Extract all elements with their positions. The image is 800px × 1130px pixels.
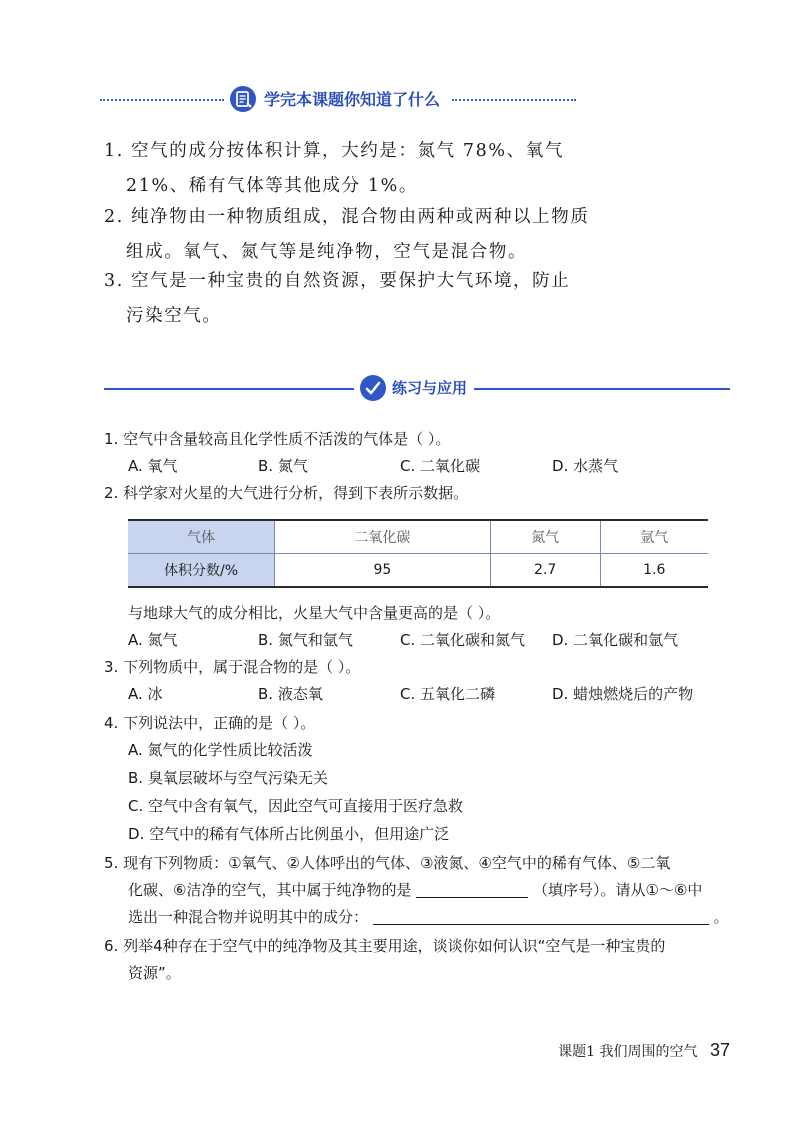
pencil-check-icon <box>360 375 386 401</box>
q3-option-b: B. 液态氧 <box>258 685 323 703</box>
q4-option-c: C. 空气中含有氧气，因此空气可直接用于医疗急救 <box>128 797 464 815</box>
summary-title: 学完本课题你知道了什么 <box>264 90 441 109</box>
question-5-line-1: 5. 现有下列物质：①氧气、②人体呼出的气体、③液氮、④空气中的稀有气体、⑤二氧 <box>104 854 671 872</box>
q3-option-a: A. 冰 <box>128 685 163 703</box>
q5-text: （填序号）。请从①～⑥中 <box>533 881 703 899</box>
summary-item-line: 污染空气。 <box>126 306 222 326</box>
q1-option-c: C. 二氧化碳 <box>400 457 481 475</box>
divider-line-left <box>104 388 354 390</box>
mars-atmosphere-table <box>128 519 708 588</box>
question-4: 4. 下列说法中，正确的是（ ）。 <box>104 714 316 732</box>
answer-blank-pure-substances[interactable] <box>416 881 528 898</box>
q2-option-a: A. 氮气 <box>128 631 178 649</box>
summary-item-line: 组成。氧气、氮气等是纯净物，空气是混合物。 <box>126 242 528 262</box>
table-cell: 95 <box>275 554 491 588</box>
question-6-line-1: 6. 列举4种存在于空气中的纯净物及其主要用途，谈谈你如何认识“空气是一种宝贵的 <box>104 937 666 955</box>
dotted-divider-right <box>452 99 576 101</box>
question-5-line-3 <box>128 904 729 930</box>
q5-text: 化碳、⑥洁净的空气，其中属于纯净物的是 <box>128 881 412 899</box>
q4-option-d: D. 空气中的稀有气体所占比例虽小，但用途广泛 <box>128 825 450 843</box>
summary-item-line: 1. 空气的成分按体积计算，大约是：氮气 78%、氧气 <box>104 141 564 161</box>
table-cell: 2.7 <box>490 554 600 588</box>
q2-option-d: D. 二氧化碳和氩气 <box>552 631 679 649</box>
table-header-cell: 氮气 <box>490 520 600 554</box>
practice-title: 练习与应用 <box>392 379 468 397</box>
question-6-line-2: 资源”。 <box>128 964 181 982</box>
q1-option-d: D. 水蒸气 <box>552 457 619 475</box>
q3-option-c: C. 五氧化二磷 <box>400 685 496 703</box>
summary-item-line: 3. 空气是一种宝贵的自然资源，要保护大气环境，防止 <box>104 271 571 291</box>
dotted-divider-left <box>100 99 224 101</box>
q1-option-b: B. 氮气 <box>258 457 308 475</box>
notebook-icon <box>230 86 256 112</box>
q3-option-d: D. 蜡烛燃烧后的产物 <box>552 685 694 703</box>
chapter-title: 课题1 我们周围的空气 <box>558 1044 698 1060</box>
summary-item-3 <box>104 264 604 334</box>
practice-section-header <box>104 374 730 404</box>
table-header-row <box>128 520 708 554</box>
summary-item-2 <box>104 200 604 270</box>
question-5-line-2 <box>128 877 702 903</box>
table-header-cell: 氩气 <box>600 520 708 554</box>
summary-item-line: 21%、稀有气体等其他成分 1%。 <box>126 176 418 196</box>
table-header-cell: 气体 <box>128 520 275 554</box>
table-cell: 1.6 <box>600 554 708 588</box>
question-1: 1. 空气中含量较高且化学性质不活泼的气体是（ ）。 <box>104 430 451 448</box>
question-2: 2. 科学家对火星的大气进行分析，得到下表所示数据。 <box>104 484 469 502</box>
question-2-follow: 与地球大气的成分相比，火星大气中含量更高的是（ ）。 <box>128 604 501 622</box>
table-header-cell: 二氧化碳 <box>275 520 491 554</box>
table-row <box>128 554 708 588</box>
q5-text: 。 <box>713 908 729 926</box>
divider-line-right <box>474 388 730 390</box>
table-cell: 体积分数/% <box>128 554 275 588</box>
q5-text: 选出一种混合物并说明其中的成分： <box>128 908 369 926</box>
q4-option-b: B. 臭氧层破坏与空气污染无关 <box>128 769 328 787</box>
q2-option-c: C. 二氧化碳和氮气 <box>400 631 526 649</box>
summary-item-line: 2. 纯净物由一种物质组成，混合物由两种或两种以上物质 <box>104 207 590 227</box>
summary-section-header <box>100 84 580 116</box>
answer-blank-mixture-components[interactable] <box>373 908 709 925</box>
q4-option-a: A. 氮气的化学性质比较活泼 <box>128 741 313 759</box>
page-footer <box>558 1040 730 1061</box>
q2-option-b: B. 氮气和氩气 <box>258 631 353 649</box>
question-3: 3. 下列物质中，属于混合物的是（ ）。 <box>104 658 361 676</box>
q1-option-a: A. 氧气 <box>128 457 178 475</box>
summary-item-1 <box>104 134 604 204</box>
page-number: 37 <box>709 1040 730 1060</box>
